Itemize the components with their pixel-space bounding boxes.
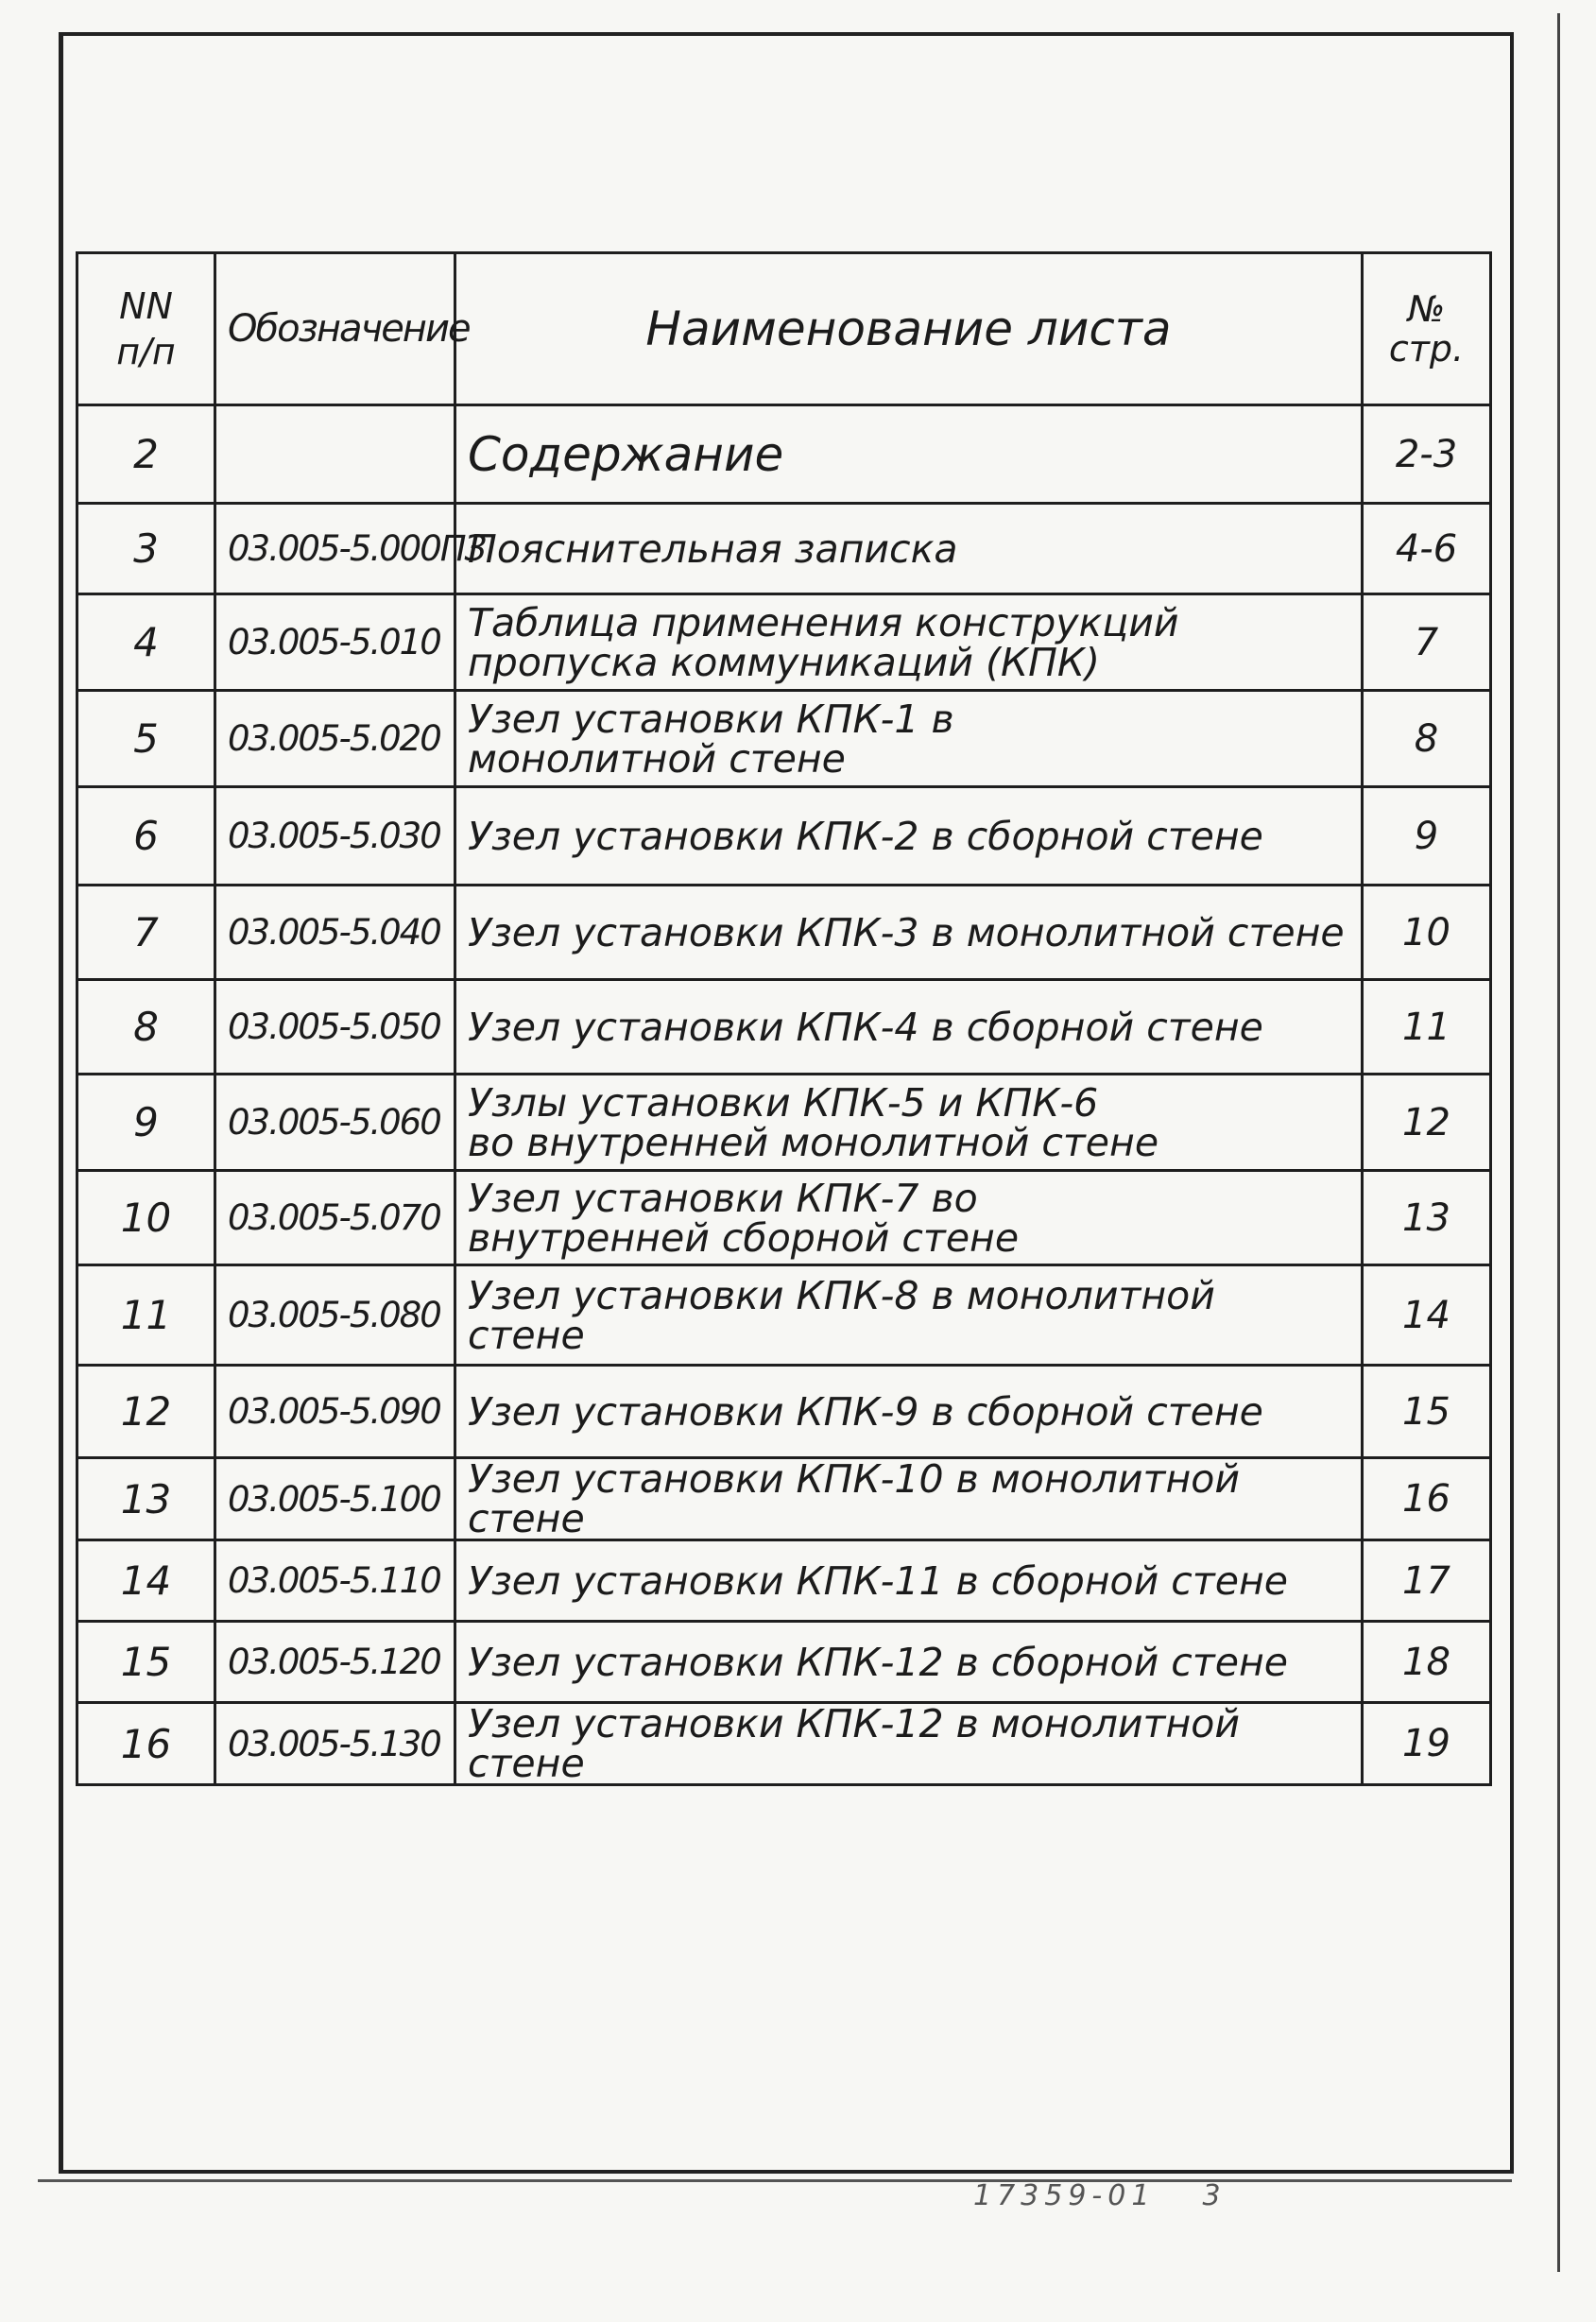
row-name: [455, 886, 1363, 980]
row-name-line1: Содержание: [468, 426, 784, 482]
row-number: 8: [77, 980, 215, 1075]
row-page: 16: [1363, 1458, 1491, 1540]
row-code: 03.005-5.120: [215, 1622, 455, 1703]
row-code: 03.005-5.010: [215, 594, 455, 691]
row-name-line2: внутренней сборной стене: [468, 1214, 1020, 1261]
table-row: [77, 980, 1491, 1075]
contents-table: [76, 251, 1492, 1786]
row-code: 03.005-5.050: [215, 980, 455, 1075]
row-name-line1: Узлы установки КПК-5 и КПК-6: [468, 1079, 1099, 1126]
row-name-line2: стене: [468, 1312, 585, 1358]
footer-doc-number: 17359-01: [973, 2179, 1156, 2212]
row-code: 03.005-5.030: [215, 787, 455, 886]
row-code: 03.005-5.090: [215, 1366, 455, 1458]
row-number: 3: [77, 504, 215, 594]
header-page: [1363, 253, 1491, 405]
row-number: 6: [77, 787, 215, 886]
row-page: 13: [1363, 1171, 1491, 1265]
table-row: [77, 1366, 1491, 1458]
row-code: 03.005-5.070: [215, 1171, 455, 1265]
row-page: 9: [1363, 787, 1491, 886]
table-row: [77, 594, 1491, 691]
row-name-line1: Узел установки КПК-7 во: [468, 1175, 978, 1221]
header-page-line1: №: [1407, 288, 1446, 330]
row-name: [455, 1540, 1363, 1622]
row-name-line2: пропуска коммуникаций (КПК): [468, 639, 1101, 685]
table-row: [77, 1458, 1491, 1540]
table-row: [77, 1171, 1491, 1265]
row-page: 15: [1363, 1366, 1491, 1458]
row-page: 8: [1363, 691, 1491, 787]
table-row: [77, 1265, 1491, 1366]
table-row: [77, 504, 1491, 594]
row-number: 15: [77, 1622, 215, 1703]
header-number: [77, 253, 215, 405]
outer-right-border: [1557, 13, 1560, 2272]
row-name-line1: Узел установки КПК-12 в сборной стене: [468, 1639, 1288, 1685]
row-number: 5: [77, 691, 215, 787]
row-name: [455, 1265, 1363, 1366]
row-name-line1: Узел установки КПК-12 в монолитной стене: [468, 1701, 1240, 1786]
header-code: Обозначение: [215, 253, 455, 405]
footer-page-number: 3: [1202, 2179, 1227, 2212]
row-name-line1: Узел установки КПК-1 в: [468, 696, 954, 742]
row-page: 7: [1363, 594, 1491, 691]
row-name-line1: Узел установки КПК-4 в сборной стене: [468, 1004, 1263, 1050]
row-code: 03.005-5.100: [215, 1458, 455, 1540]
row-number: 10: [77, 1171, 215, 1265]
row-page: 14: [1363, 1265, 1491, 1366]
row-name: [455, 691, 1363, 787]
header-number-line1: NN: [119, 285, 173, 327]
header-row: [77, 253, 1491, 405]
row-number: 2: [77, 405, 215, 504]
row-name: [455, 405, 1363, 504]
row-name-line1: Узел установки КПК-8 в монолитной: [468, 1272, 1215, 1318]
row-name-line1: Узел установки КПК-10 в монолитной стене: [468, 1456, 1240, 1541]
table-row: [77, 886, 1491, 980]
row-name-line1: Узел установки КПК-9 в сборной стене: [468, 1388, 1263, 1435]
row-code: 03.005-5.000ПЗ: [215, 504, 455, 594]
table-row: [77, 1075, 1491, 1171]
row-name: [455, 1366, 1363, 1458]
row-name-line1: Узел установки КПК-2 в сборной стене: [468, 813, 1263, 859]
header-page-line2: стр.: [1388, 328, 1465, 370]
row-page: 4-6: [1363, 504, 1491, 594]
row-number: 9: [77, 1075, 215, 1171]
table-row: [77, 1703, 1491, 1785]
row-code: 03.005-5.020: [215, 691, 455, 787]
row-name: [455, 504, 1363, 594]
row-name: [455, 1703, 1363, 1785]
row-code: 03.005-5.110: [215, 1540, 455, 1622]
row-name: [455, 1171, 1363, 1265]
row-number: 13: [77, 1458, 215, 1540]
row-name-line2: монолитной стене: [468, 735, 846, 782]
row-code: 03.005-5.080: [215, 1265, 455, 1366]
row-name-line1: Пояснительная записка: [468, 525, 958, 572]
table-row: [77, 1622, 1491, 1703]
row-name: [455, 1622, 1363, 1703]
row-code: 03.005-5.060: [215, 1075, 455, 1171]
row-page: 18: [1363, 1622, 1491, 1703]
row-name: [455, 594, 1363, 691]
row-number: 14: [77, 1540, 215, 1622]
row-page: 19: [1363, 1703, 1491, 1785]
table-row: [77, 405, 1491, 504]
row-number: 12: [77, 1366, 215, 1458]
row-name-line2: во внутренней монолитной стене: [468, 1119, 1159, 1165]
outer-bottom-border: [38, 2179, 1512, 2182]
table-row: [77, 1540, 1491, 1622]
row-number: 7: [77, 886, 215, 980]
row-name: [455, 1458, 1363, 1540]
row-code: 03.005-5.040: [215, 886, 455, 980]
row-page: 17: [1363, 1540, 1491, 1622]
row-name: [455, 1075, 1363, 1171]
table-row: [77, 787, 1491, 886]
header-number-line2: п/п: [116, 331, 176, 372]
table-row: [77, 691, 1491, 787]
row-number: 16: [77, 1703, 215, 1785]
row-name-line1: Узел установки КПК-11 в сборной стене: [468, 1557, 1288, 1604]
footer-stamp: [973, 2179, 1227, 2212]
row-name-line1: Узел установки КПК-3 в монолитной стене: [468, 909, 1345, 955]
row-page: 10: [1363, 886, 1491, 980]
row-code: 03.005-5.130: [215, 1703, 455, 1785]
row-page: 12: [1363, 1075, 1491, 1171]
row-name: [455, 980, 1363, 1075]
row-name: [455, 787, 1363, 886]
row-page: 2-3: [1363, 405, 1491, 504]
row-code: [215, 405, 455, 504]
row-number: 4: [77, 594, 215, 691]
row-number: 11: [77, 1265, 215, 1366]
row-name-line1: Таблица применения конструкций: [468, 599, 1179, 645]
header-name: Наименование листа: [455, 253, 1363, 405]
row-page: 11: [1363, 980, 1491, 1075]
